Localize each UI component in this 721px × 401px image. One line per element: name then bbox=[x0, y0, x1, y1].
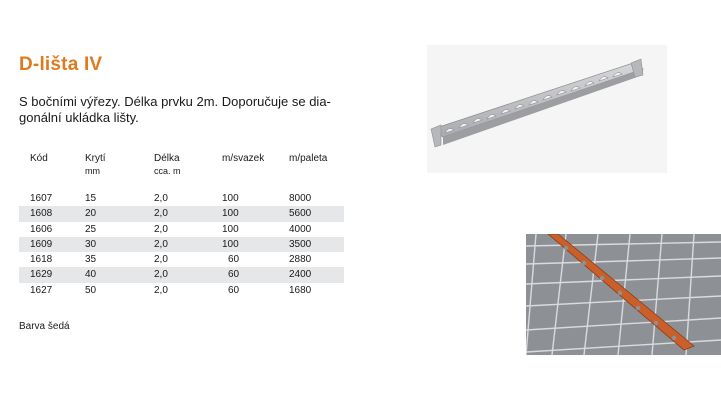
installed-spacer-illustration bbox=[526, 234, 721, 355]
cell-m-svazek: 100 bbox=[222, 237, 289, 252]
cell-m-paleta: 5600 bbox=[289, 206, 344, 221]
table-row bbox=[19, 222, 344, 237]
installation-photo bbox=[526, 234, 721, 355]
header-m-paleta-label: m/paleta bbox=[289, 153, 328, 164]
product-description bbox=[19, 94, 347, 126]
table-row bbox=[19, 252, 344, 267]
header-kryti-unit: mm bbox=[85, 166, 100, 176]
cell-m-svazek: 60 bbox=[228, 254, 240, 266]
table-header-row bbox=[19, 153, 344, 191]
cell-kod: 1629 bbox=[19, 267, 85, 282]
cell-m-paleta: 2880 bbox=[289, 254, 312, 266]
color-note: Barva šedá bbox=[19, 321, 70, 332]
cell-m-svazek: 60 bbox=[222, 267, 289, 282]
header-delka-label: Délka bbox=[154, 153, 180, 164]
spacer-bar-illustration bbox=[427, 45, 667, 173]
header-kod-label: Kód bbox=[30, 153, 48, 164]
description-line-1: S bočními výřezy. Délka prvku 2m. Doporučuje se dia- bbox=[19, 94, 331, 109]
cell-m-paleta: 8000 bbox=[289, 193, 312, 204]
cell-delka: 2,0 bbox=[154, 206, 222, 221]
cell-m-paleta: 3500 bbox=[289, 237, 344, 252]
header-kryti bbox=[85, 153, 154, 191]
cell-kryti: 35 bbox=[85, 254, 97, 266]
cell-delka: 2,0 bbox=[154, 223, 168, 235]
cell-delka: 2,0 bbox=[154, 193, 168, 204]
header-kod bbox=[19, 153, 85, 191]
product-title: D-lišta IV bbox=[19, 54, 103, 75]
cell-kod: 1609 bbox=[19, 237, 85, 252]
cell-m-svazek: 100 bbox=[222, 206, 289, 221]
cell-kryti: 30 bbox=[85, 237, 154, 252]
cell-kryti: 15 bbox=[85, 193, 97, 204]
header-m-paleta bbox=[289, 153, 344, 191]
cell-kryti: 40 bbox=[85, 267, 154, 282]
product-photo bbox=[427, 45, 667, 173]
cell-kod: 1627 bbox=[30, 284, 53, 296]
cell-delka: 2,0 bbox=[154, 267, 222, 282]
table-row bbox=[19, 191, 344, 206]
cell-kod: 1607 bbox=[30, 193, 53, 204]
cell-kod: 1606 bbox=[30, 223, 53, 235]
cell-m-paleta: 2400 bbox=[289, 267, 344, 282]
product-table bbox=[19, 153, 344, 298]
header-m-svazek-label: m/svazek bbox=[222, 153, 265, 164]
cell-kryti: 25 bbox=[85, 223, 97, 235]
cell-kryti: 20 bbox=[85, 206, 154, 221]
cell-m-svazek: 100 bbox=[222, 223, 239, 235]
header-m-svazek bbox=[222, 153, 289, 191]
table-row bbox=[19, 206, 344, 221]
cell-m-svazek: 60 bbox=[228, 284, 240, 296]
cell-kod: 1618 bbox=[30, 254, 53, 266]
table-row bbox=[19, 237, 344, 252]
cell-kod: 1608 bbox=[19, 206, 85, 221]
cell-m-svazek: 100 bbox=[222, 193, 239, 204]
cell-delka: 2,0 bbox=[154, 237, 222, 252]
header-delka bbox=[154, 153, 222, 191]
description-line-2: gonální ukládka lišty. bbox=[19, 110, 139, 125]
table-row bbox=[19, 283, 344, 298]
cell-m-paleta: 1680 bbox=[289, 284, 312, 296]
cell-delka: 2,0 bbox=[154, 254, 168, 266]
cell-m-paleta: 4000 bbox=[289, 223, 312, 235]
cell-delka: 2,0 bbox=[154, 284, 168, 296]
header-delka-unit: cca. m bbox=[154, 166, 181, 176]
cell-kryti: 50 bbox=[85, 284, 97, 296]
header-kryti-label: Krytí bbox=[85, 153, 106, 164]
table-row bbox=[19, 267, 344, 282]
